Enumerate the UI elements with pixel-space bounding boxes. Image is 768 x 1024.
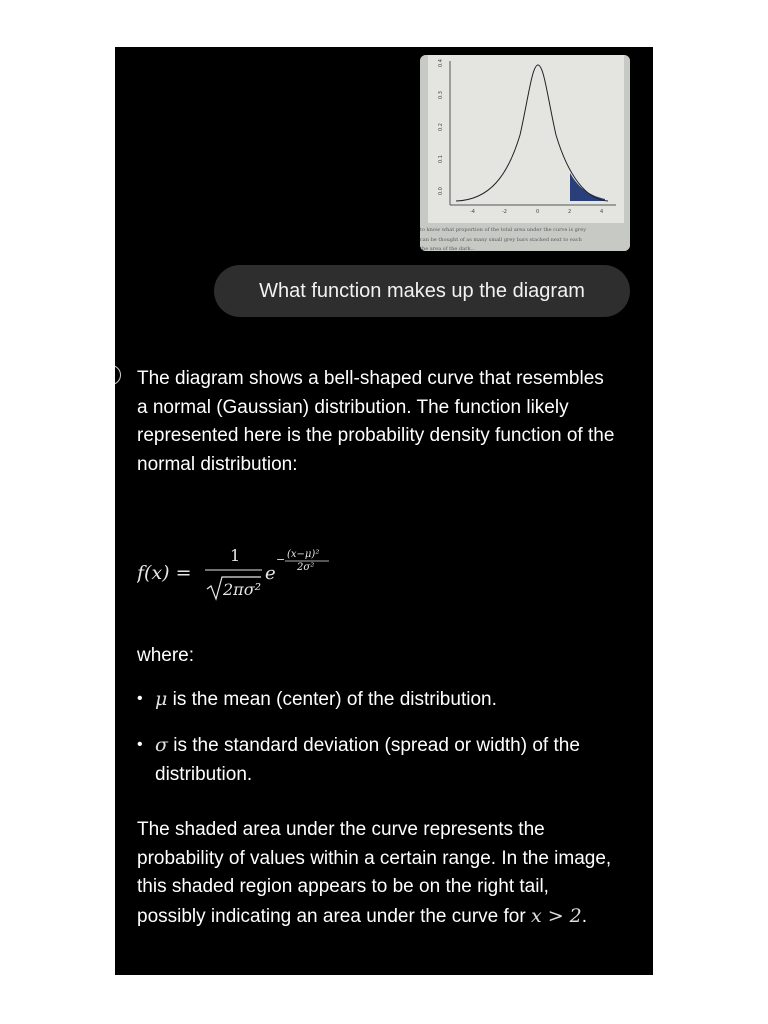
photo-xtick: -2 [502, 209, 507, 215]
formula-lhs: f(x) = [137, 562, 192, 584]
photo-xtick: 2 [568, 209, 572, 215]
formula-exp-denominator: 2σ² [297, 562, 315, 573]
photo-ytick: 0.3 [438, 91, 444, 99]
bullet-dot-icon: • [137, 690, 143, 707]
normal-pdf-formula [137, 537, 397, 607]
bullet-dot-icon: • [137, 736, 143, 753]
bullet-text: is the mean (center) of the distribution. [167, 689, 497, 710]
photo-ytick: 0.0 [438, 187, 444, 195]
closing-end: . [581, 905, 588, 927]
formula-minus: − [276, 553, 286, 566]
photo-xtick: -4 [470, 209, 475, 215]
formula-denominator: 2πσ² [223, 580, 262, 599]
photo-xtick: 0 [536, 209, 540, 215]
user-message-bubble [214, 265, 630, 317]
formula-exp-base: e [265, 563, 276, 584]
closing-math: x > 2 [530, 904, 582, 927]
user-message-text: What function makes up the diagram [259, 280, 585, 302]
sigma-symbol: σ [155, 734, 168, 756]
where-label: where: [137, 645, 195, 666]
photo-caption-line: to know what proportion of the total area under the curve is grey [420, 227, 587, 233]
photo-caption-line: can be thought of as many small grey bars stacked next to each [420, 237, 582, 243]
formula-exp-numerator: (x−μ)² [287, 549, 320, 560]
response-closing [137, 816, 617, 931]
bullet-text: is the standard deviation (spread or width) of the distribution. [155, 735, 580, 785]
photo-ytick: 0.4 [438, 59, 444, 67]
formula-numerator: 1 [230, 546, 241, 565]
attached-photo[interactable] [420, 55, 630, 251]
response-intro: The diagram shows a bell-shaped curve that resembles a normal (Gaussian) distribution. The function likely represented here is the probability density function of the normal distribution: [137, 368, 615, 475]
photo-ytick: 0.2 [438, 123, 444, 131]
closing-text: The shaded area under the curve represents the probability of values within a certain range. In the image, this shaded region appears to be on the right tail, possibly indicating an area under the curve for [137, 819, 612, 927]
photo-caption-line: the area of the dark... [420, 246, 476, 251]
chat-screen [115, 47, 653, 975]
photo-xtick: 4 [600, 209, 604, 215]
photo-normal-curve-chart [420, 55, 630, 251]
assistant-avatar-icon [115, 365, 121, 385]
photo-ytick: 0.1 [438, 155, 444, 163]
mu-symbol: μ [155, 688, 168, 710]
